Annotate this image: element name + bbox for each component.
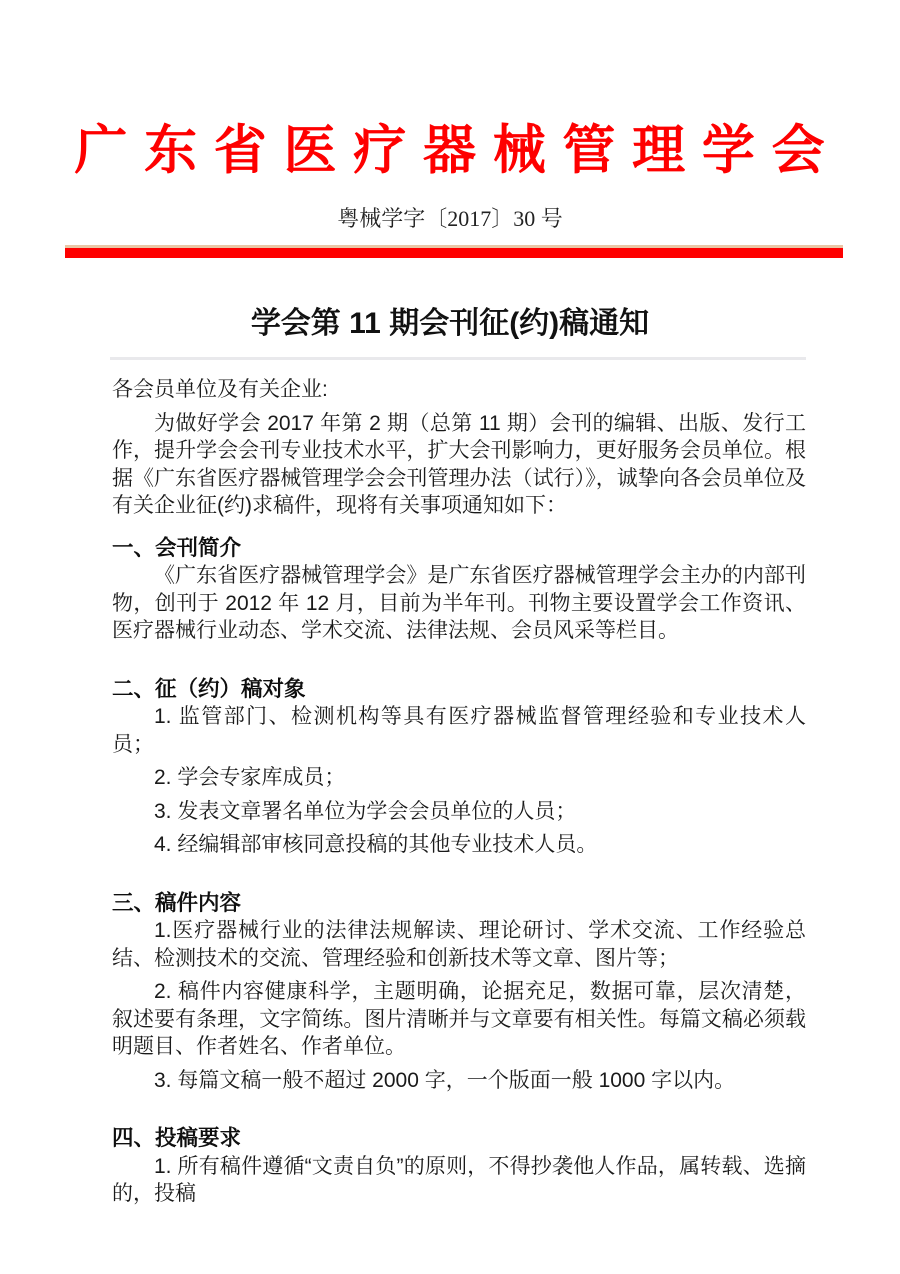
section-3-item-2: 2. 稿件内容健康科学，主题明确，论据充足，数据可靠，层次清楚，叙述要有条理，文字简练。图片清晰并与文章要有相关性。每篇文稿必须载明题目、作者姓名、作者单位。 [112, 980, 806, 1058]
section-1-heading: 一、会刊简介 [112, 535, 242, 560]
section-2-item-3: 3. 发表文章署名单位为学会会员单位的人员； [154, 799, 577, 823]
notice-title: 学会第 11 期会刊征(约)稿通知 [250, 307, 650, 340]
section-3-heading: 三、稿件内容 [112, 890, 242, 915]
section-3-item-1: 1.医疗器械行业的法律法规解读、理论研讨、学术交流、工作经验总结、检测技术的交流、管理经验和创新技术等文章、图片等； [112, 919, 806, 970]
greeting-line: 各会员单位及有关企业: [112, 378, 328, 401]
title-divider-line [110, 357, 806, 360]
section-2-item-1: 1. 监管部门、检测机构等具有医疗器械监督管理经验和专业技术人员； [112, 705, 806, 756]
section-2-item-2: 2. 学会专家库成员； [154, 766, 346, 789]
organization-title: 广 东 省 医 疗 器 械 管 理 学 会 [74, 121, 826, 180]
section-2-heading: 二、征（约）稿对象 [112, 676, 306, 701]
document-number: 粤械学字〔2017〕30 号 [337, 206, 563, 231]
section-4-item-1: 1. 所有稿件遵循“文责自负”的原则，不得抄袭他人作品，属转载、选摘的，投稿 [112, 1154, 806, 1205]
section-3-item-3: 3. 每篇文稿一般不超过 2000 字，一个版面一般 1000 字以内。 [154, 1068, 736, 1092]
letterhead-red-rule [65, 245, 843, 258]
document-body [112, 376, 806, 1208]
section-4-heading: 四、投稿要求 [112, 1126, 242, 1150]
section-2-item-4: 4. 经编辑部审核同意投稿的其他专业技术人员。 [154, 833, 598, 856]
intro-paragraph: 为做好学会 2017 年第 2 期（总第 11 期）会刊的编辑、出版、发行工作，提升学会会刊专业技术水平，扩大会刊影响力，更好服务会员单位。根据《广东省医疗器械管理学会会刊管理办法（试行）》，诚挚向各会员单位及有关企业征(约)求稿件，现将有关事项通知如下： [112, 411, 806, 517]
section-1-paragraph: 《广东省医疗器械管理学会》是广东省医疗器械管理学会主办的内部刊物，创刊于 2012 年 12 月，目前为半年刊。刊物主要设置学会工作资讯、医疗器械行业动态、学术交流、法律法规、会员风采等栏目。 [112, 564, 806, 642]
